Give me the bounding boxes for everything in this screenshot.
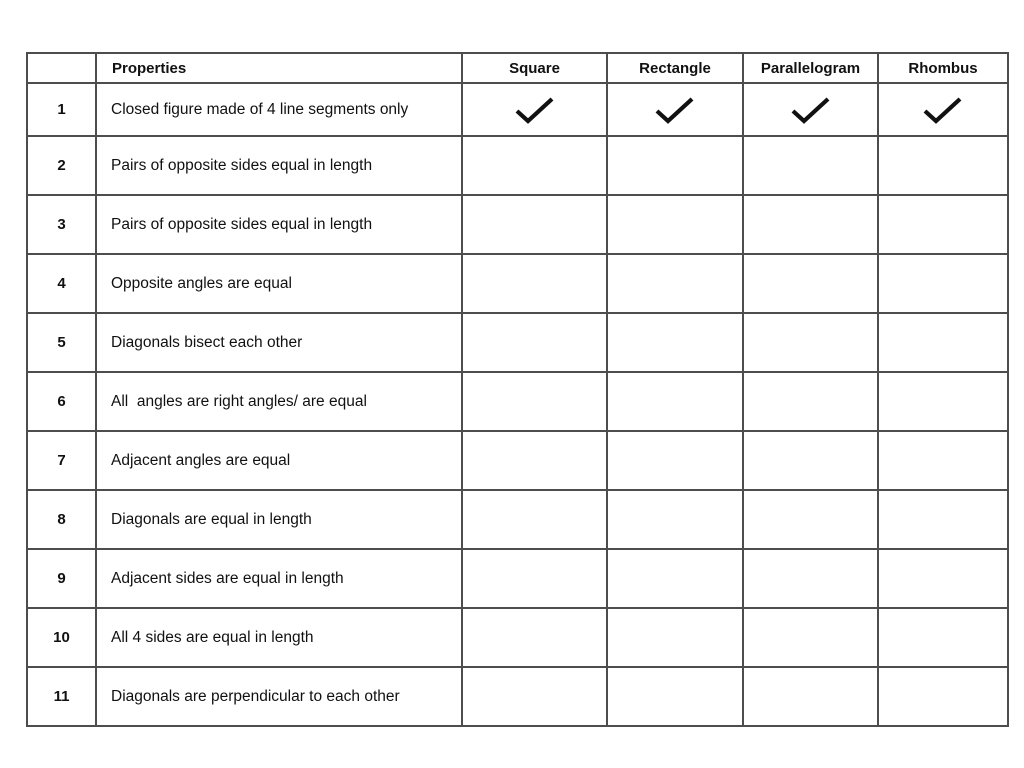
table-row xyxy=(27,136,1008,195)
check-cell-square[interactable] xyxy=(462,549,607,608)
check-cell-square[interactable] xyxy=(462,313,607,372)
check-cell-parallelogram[interactable] xyxy=(743,667,878,726)
check-cell-parallelogram[interactable] xyxy=(743,83,878,136)
row-number: 10 xyxy=(27,608,96,667)
check-cell-parallelogram[interactable] xyxy=(743,549,878,608)
property-cell: Diagonals are equal in length xyxy=(96,490,462,549)
quadrilateral-properties-table xyxy=(26,52,1009,727)
table-row xyxy=(27,608,1008,667)
check-cell-parallelogram[interactable] xyxy=(743,313,878,372)
check-cell-rhombus[interactable] xyxy=(878,549,1008,608)
check-cell-rectangle[interactable] xyxy=(607,195,743,254)
row-number: 5 xyxy=(27,313,96,372)
check-cell-rhombus[interactable] xyxy=(878,136,1008,195)
header-number xyxy=(27,53,96,83)
check-cell-rectangle[interactable] xyxy=(607,136,743,195)
check-cell-rectangle[interactable] xyxy=(607,83,743,136)
check-cell-rhombus[interactable] xyxy=(878,608,1008,667)
header-square: Square xyxy=(462,53,607,83)
checkmark-icon xyxy=(922,96,964,124)
checkmark-icon xyxy=(654,96,696,124)
check-cell-square[interactable] xyxy=(462,608,607,667)
row-number: 9 xyxy=(27,549,96,608)
property-cell: Adjacent angles are equal xyxy=(96,431,462,490)
property-cell: Pairs of opposite sides equal in length xyxy=(96,136,462,195)
row-number: 3 xyxy=(27,195,96,254)
check-cell-square[interactable] xyxy=(462,372,607,431)
table-row xyxy=(27,83,1008,136)
property-cell: All angles are right angles/ are equal xyxy=(96,372,462,431)
check-cell-rectangle[interactable] xyxy=(607,667,743,726)
row-number: 6 xyxy=(27,372,96,431)
property-cell: Diagonals bisect each other xyxy=(96,313,462,372)
row-number: 4 xyxy=(27,254,96,313)
header-rhombus: Rhombus xyxy=(878,53,1008,83)
property-cell: Adjacent sides are equal in length xyxy=(96,549,462,608)
check-cell-rhombus[interactable] xyxy=(878,667,1008,726)
check-cell-square[interactable] xyxy=(462,136,607,195)
row-number: 8 xyxy=(27,490,96,549)
check-cell-rhombus[interactable] xyxy=(878,254,1008,313)
property-cell: Pairs of opposite sides equal in length xyxy=(96,195,462,254)
check-cell-square[interactable] xyxy=(462,490,607,549)
check-cell-square[interactable] xyxy=(462,431,607,490)
checkmark-icon xyxy=(790,96,832,124)
property-cell: All 4 sides are equal in length xyxy=(96,608,462,667)
check-cell-rectangle[interactable] xyxy=(607,372,743,431)
row-number: 7 xyxy=(27,431,96,490)
row-number: 2 xyxy=(27,136,96,195)
table-row xyxy=(27,313,1008,372)
check-cell-rectangle[interactable] xyxy=(607,549,743,608)
check-cell-square[interactable] xyxy=(462,83,607,136)
header-properties: Properties xyxy=(96,53,462,83)
check-cell-rectangle[interactable] xyxy=(607,431,743,490)
table-row xyxy=(27,667,1008,726)
check-cell-rectangle[interactable] xyxy=(607,608,743,667)
check-cell-rhombus[interactable] xyxy=(878,372,1008,431)
check-cell-parallelogram[interactable] xyxy=(743,195,878,254)
check-cell-rhombus[interactable] xyxy=(878,313,1008,372)
row-number: 11 xyxy=(27,667,96,726)
property-cell: Closed figure made of 4 line segments only xyxy=(96,83,462,136)
checkmark-icon xyxy=(514,96,556,124)
table-row xyxy=(27,549,1008,608)
row-number: 1 xyxy=(27,83,96,136)
check-cell-parallelogram[interactable] xyxy=(743,608,878,667)
check-cell-parallelogram[interactable] xyxy=(743,136,878,195)
table-row xyxy=(27,372,1008,431)
check-cell-parallelogram[interactable] xyxy=(743,254,878,313)
check-cell-rectangle[interactable] xyxy=(607,490,743,549)
table-row xyxy=(27,195,1008,254)
check-cell-parallelogram[interactable] xyxy=(743,372,878,431)
check-cell-rhombus[interactable] xyxy=(878,195,1008,254)
check-cell-parallelogram[interactable] xyxy=(743,431,878,490)
check-cell-rhombus[interactable] xyxy=(878,431,1008,490)
check-cell-square[interactable] xyxy=(462,254,607,313)
header-row xyxy=(27,53,1008,83)
table-row xyxy=(27,254,1008,313)
property-cell: Opposite angles are equal xyxy=(96,254,462,313)
header-parallelogram: Parallelogram xyxy=(743,53,878,83)
header-rectangle: Rectangle xyxy=(607,53,743,83)
check-cell-rectangle[interactable] xyxy=(607,254,743,313)
check-cell-rhombus[interactable] xyxy=(878,490,1008,549)
table-row xyxy=(27,431,1008,490)
table-row xyxy=(27,490,1008,549)
check-cell-square[interactable] xyxy=(462,195,607,254)
check-cell-parallelogram[interactable] xyxy=(743,490,878,549)
properties-worksheet xyxy=(26,52,1009,727)
check-cell-square[interactable] xyxy=(462,667,607,726)
check-cell-rectangle[interactable] xyxy=(607,313,743,372)
property-cell: Diagonals are perpendicular to each other xyxy=(96,667,462,726)
check-cell-rhombus[interactable] xyxy=(878,83,1008,136)
